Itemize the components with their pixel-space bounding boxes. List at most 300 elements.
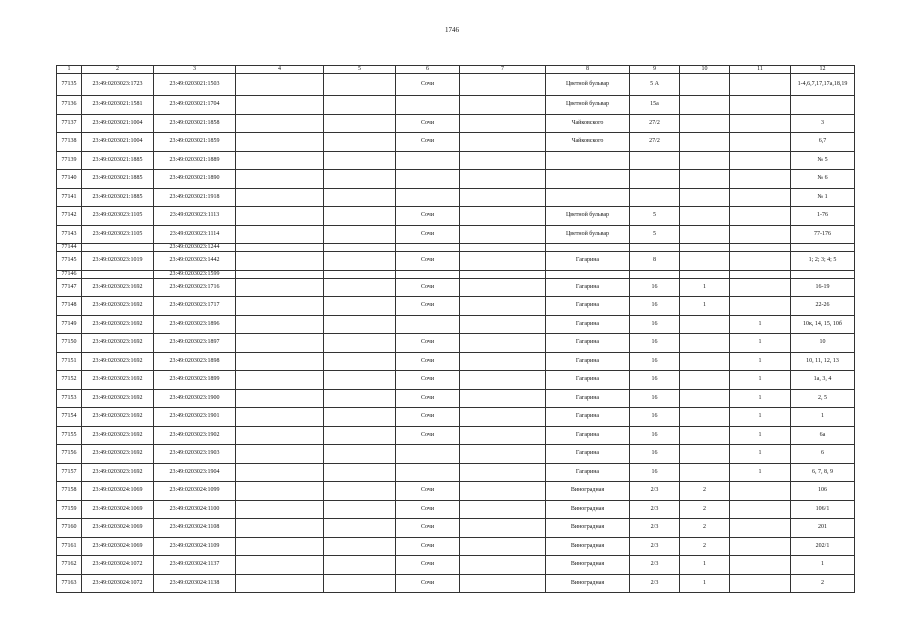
table-cell — [82, 244, 154, 252]
table-cell — [460, 574, 546, 593]
table-cell: 77161 — [57, 537, 82, 556]
table-cell — [236, 426, 324, 445]
table-cell: 23:49:0203021:1885 — [82, 170, 154, 189]
table-cell — [730, 297, 791, 316]
table-cell: 23:49:0203023:1900 — [154, 389, 236, 408]
table-cell: 1 — [680, 297, 730, 316]
table-row — [57, 74, 855, 96]
table-cell — [324, 426, 396, 445]
table-cell: 6 — [791, 445, 855, 464]
table-cell: 15а — [630, 96, 680, 115]
table-cell: 23:49:0203023:1899 — [154, 371, 236, 390]
table-cell: 23:49:0203023:1599 — [154, 270, 236, 278]
table-cell — [324, 74, 396, 96]
table-cell: 10к, 14, 15, 10б — [791, 315, 855, 334]
table-cell: 23:49:0203024:1072 — [82, 556, 154, 575]
table-cell: Сочи — [396, 556, 460, 575]
table-cell: 6, 7, 8, 9 — [791, 463, 855, 482]
table-cell: 2/3 — [630, 482, 680, 501]
table-cell — [324, 188, 396, 207]
column-header: 1 — [57, 66, 82, 74]
table-cell: 23:49:0203024:1138 — [154, 574, 236, 593]
table-cell: 23:49:0203023:1692 — [82, 445, 154, 464]
table-cell: 23:49:0203023:1113 — [154, 207, 236, 226]
column-header: 4 — [236, 66, 324, 74]
table-row — [57, 170, 855, 189]
table-row — [57, 574, 855, 593]
table-cell — [324, 408, 396, 427]
table-cell: 23:49:0203023:1902 — [154, 426, 236, 445]
table-cell: 16 — [630, 389, 680, 408]
table-cell — [680, 334, 730, 353]
table-cell: Сочи — [396, 389, 460, 408]
table-cell: Сочи — [396, 537, 460, 556]
table-cell — [324, 252, 396, 271]
table-cell: Сочи — [396, 133, 460, 152]
header-row — [57, 66, 855, 74]
column-header: 2 — [82, 66, 154, 74]
table-cell: 23:49:0203024:1069 — [82, 482, 154, 501]
table-cell: 2 — [680, 519, 730, 538]
table-cell — [460, 114, 546, 133]
table-cell — [236, 408, 324, 427]
table-cell: 77136 — [57, 96, 82, 115]
table-cell — [236, 225, 324, 244]
table-cell — [460, 170, 546, 189]
table-cell — [324, 463, 396, 482]
table-cell: 77138 — [57, 133, 82, 152]
table-cell — [236, 133, 324, 152]
table-cell: № 5 — [791, 151, 855, 170]
table-cell: 77154 — [57, 408, 82, 427]
table-cell: 23:49:0203023:1019 — [82, 252, 154, 271]
table-cell — [324, 170, 396, 189]
table-cell: Цветной бульвар — [546, 225, 630, 244]
table-cell: 1-76 — [791, 207, 855, 226]
table-cell — [680, 445, 730, 464]
table-cell — [460, 270, 546, 278]
table-cell — [630, 188, 680, 207]
table-cell — [730, 519, 791, 538]
table-cell: Сочи — [396, 74, 460, 96]
table-cell — [680, 270, 730, 278]
table-row — [57, 537, 855, 556]
table-cell — [396, 96, 460, 115]
table-cell — [460, 537, 546, 556]
table-cell — [324, 297, 396, 316]
table-cell: 23:49:0203023:1442 — [154, 252, 236, 271]
table-cell — [791, 244, 855, 252]
table-cell: 23:49:0203021:1859 — [154, 133, 236, 152]
table-cell — [236, 170, 324, 189]
table-cell — [324, 482, 396, 501]
table-cell: 1 — [730, 352, 791, 371]
table-cell — [396, 445, 460, 464]
table-row — [57, 408, 855, 427]
table-cell: Виноградная — [546, 574, 630, 593]
table-cell: 16 — [630, 408, 680, 427]
table-cell — [236, 96, 324, 115]
table-cell: Гагарина — [546, 463, 630, 482]
table-cell — [324, 445, 396, 464]
table-cell — [460, 426, 546, 445]
table-cell — [460, 207, 546, 226]
table-row — [57, 297, 855, 316]
table-cell — [236, 244, 324, 252]
table-cell: 1 — [730, 426, 791, 445]
table-cell — [236, 574, 324, 593]
table-cell: 1 — [730, 463, 791, 482]
table-cell: 1 — [730, 389, 791, 408]
table-cell — [324, 352, 396, 371]
table-cell — [680, 408, 730, 427]
table-cell: 1; 2; 3; 4; 5 — [791, 252, 855, 271]
table-cell: 23:49:0203021:1704 — [154, 96, 236, 115]
table-cell — [236, 207, 324, 226]
column-header: 7 — [460, 66, 546, 74]
table-cell — [236, 371, 324, 390]
table-cell: 77151 — [57, 352, 82, 371]
table-row — [57, 426, 855, 445]
table-cell — [236, 463, 324, 482]
table-cell: 23:49:0203021:1004 — [82, 133, 154, 152]
table-cell: 23:49:0203024:1069 — [82, 500, 154, 519]
table-cell — [460, 74, 546, 96]
table-cell: 1 — [680, 556, 730, 575]
table-cell: 77137 — [57, 114, 82, 133]
table-cell: Виноградная — [546, 519, 630, 538]
table-cell — [680, 207, 730, 226]
table-cell — [546, 244, 630, 252]
table-cell — [680, 170, 730, 189]
table-cell: Сочи — [396, 482, 460, 501]
table-cell — [680, 252, 730, 271]
table-cell: № 1 — [791, 188, 855, 207]
table-cell — [460, 315, 546, 334]
table-cell — [324, 225, 396, 244]
table-cell: 23:49:0203023:1105 — [82, 207, 154, 226]
table-cell — [324, 334, 396, 353]
column-header: 9 — [630, 66, 680, 74]
table-cell — [680, 389, 730, 408]
table-cell: 77155 — [57, 426, 82, 445]
table-cell: 23:49:0203023:1692 — [82, 315, 154, 334]
table-cell: 23:49:0203024:1069 — [82, 537, 154, 556]
table-cell: 16 — [630, 371, 680, 390]
table-cell — [680, 133, 730, 152]
table-cell — [460, 151, 546, 170]
table-cell — [324, 207, 396, 226]
table-cell: 23:49:0203024:1137 — [154, 556, 236, 575]
table-cell — [546, 188, 630, 207]
table-cell — [460, 96, 546, 115]
table-cell — [680, 371, 730, 390]
table-cell — [630, 170, 680, 189]
column-header: 12 — [791, 66, 855, 74]
table-cell — [546, 151, 630, 170]
table-cell: 23:49:0203023:1105 — [82, 225, 154, 244]
table-cell: 23:49:0203023:1692 — [82, 389, 154, 408]
table-cell — [236, 315, 324, 334]
column-header: 3 — [154, 66, 236, 74]
table-cell: Гагарина — [546, 408, 630, 427]
table-cell: 16 — [630, 426, 680, 445]
table-cell — [680, 315, 730, 334]
table-row — [57, 519, 855, 538]
table-cell: 77-176 — [791, 225, 855, 244]
table-row — [57, 151, 855, 170]
table-cell: 2 — [680, 500, 730, 519]
table-cell — [324, 389, 396, 408]
table-cell: 23:49:0203024:1109 — [154, 537, 236, 556]
table-cell — [730, 574, 791, 593]
table-cell — [730, 537, 791, 556]
table-cell: 77148 — [57, 297, 82, 316]
table-row — [57, 133, 855, 152]
table-cell: 1 — [730, 315, 791, 334]
table-cell — [730, 207, 791, 226]
table-cell: 16 — [630, 445, 680, 464]
table-cell — [236, 445, 324, 464]
table-cell — [236, 270, 324, 278]
table-cell: Чайковского — [546, 133, 630, 152]
table-cell — [460, 371, 546, 390]
table-cell — [324, 114, 396, 133]
table-cell: 23:49:0203021:1004 — [82, 114, 154, 133]
table-cell — [460, 519, 546, 538]
table-cell: 10 — [791, 334, 855, 353]
table-cell — [680, 426, 730, 445]
table-cell: Сочи — [396, 426, 460, 445]
table-row — [57, 556, 855, 575]
table-cell: 106 — [791, 482, 855, 501]
table-cell — [324, 574, 396, 593]
table-cell — [460, 352, 546, 371]
table-cell: 2 — [680, 482, 730, 501]
table-cell — [460, 334, 546, 353]
table-cell — [324, 96, 396, 115]
table-cell: 16-19 — [791, 278, 855, 297]
table-cell: 8 — [630, 252, 680, 271]
table-cell: Гагарина — [546, 334, 630, 353]
table-cell — [236, 252, 324, 271]
table-cell — [630, 244, 680, 252]
table-cell — [236, 389, 324, 408]
table-cell — [460, 389, 546, 408]
table-cell: 77152 — [57, 371, 82, 390]
table-row — [57, 315, 855, 334]
table-cell — [460, 297, 546, 316]
table-cell: 23:49:0203021:1885 — [82, 188, 154, 207]
table-cell: 23:49:0203024:1069 — [82, 519, 154, 538]
table-cell: 23:49:0203023:1903 — [154, 445, 236, 464]
table-cell: 6а — [791, 426, 855, 445]
table-cell — [680, 96, 730, 115]
table-row — [57, 114, 855, 133]
column-header: 11 — [730, 66, 791, 74]
table-row — [57, 188, 855, 207]
table-cell — [396, 270, 460, 278]
table-cell — [236, 482, 324, 501]
table-cell: 23:49:0203024:1099 — [154, 482, 236, 501]
table-row — [57, 244, 855, 252]
table-cell: 16 — [630, 278, 680, 297]
table-cell: 16 — [630, 334, 680, 353]
table-cell: 23:49:0203023:1723 — [82, 74, 154, 96]
table-cell: 23:49:0203021:1581 — [82, 96, 154, 115]
table-row — [57, 445, 855, 464]
table-cell — [630, 151, 680, 170]
table-cell: 23:49:0203021:1918 — [154, 188, 236, 207]
table-cell: Гагарина — [546, 426, 630, 445]
column-header: 5 — [324, 66, 396, 74]
table-cell: Сочи — [396, 371, 460, 390]
table-cell — [236, 537, 324, 556]
table-row — [57, 334, 855, 353]
column-header: 10 — [680, 66, 730, 74]
table-cell: Сочи — [396, 207, 460, 226]
table-cell — [730, 482, 791, 501]
table-cell — [396, 244, 460, 252]
table-cell: 5 — [630, 207, 680, 226]
table-cell: 1 — [730, 408, 791, 427]
table-cell — [324, 278, 396, 297]
table-cell: 1 — [680, 574, 730, 593]
table-cell: Сочи — [396, 574, 460, 593]
table-cell: Сочи — [396, 252, 460, 271]
table-cell — [236, 278, 324, 297]
table-cell — [460, 556, 546, 575]
table-cell: 23:49:0203021:1858 — [154, 114, 236, 133]
table-cell — [730, 225, 791, 244]
table-cell: 77140 — [57, 170, 82, 189]
table-row — [57, 96, 855, 115]
table-cell: 77159 — [57, 500, 82, 519]
table-cell: Сочи — [396, 225, 460, 244]
table-cell: Виноградная — [546, 556, 630, 575]
table-cell — [396, 463, 460, 482]
table-cell: 77139 — [57, 151, 82, 170]
table-cell — [680, 244, 730, 252]
table-cell: 23:49:0203021:1889 — [154, 151, 236, 170]
table-cell: Цветной бульвар — [546, 96, 630, 115]
table-row — [57, 389, 855, 408]
table-cell: 1 — [730, 334, 791, 353]
table-cell: 77141 — [57, 188, 82, 207]
table-cell — [460, 225, 546, 244]
table-cell: Гагарина — [546, 315, 630, 334]
table-cell — [546, 270, 630, 278]
table-cell: 1 — [730, 371, 791, 390]
table-cell: Сочи — [396, 500, 460, 519]
table-cell: 77157 — [57, 463, 82, 482]
table-cell — [630, 270, 680, 278]
table-cell: 2/3 — [630, 500, 680, 519]
table-cell: 77163 — [57, 574, 82, 593]
table-cell — [460, 244, 546, 252]
table-cell — [324, 133, 396, 152]
table-cell: Сочи — [396, 408, 460, 427]
registry-table — [56, 65, 855, 593]
table-cell: Сочи — [396, 297, 460, 316]
table-cell: 5 — [630, 225, 680, 244]
table-cell — [546, 170, 630, 189]
table-cell — [236, 297, 324, 316]
table-cell — [460, 252, 546, 271]
table-cell: 23:49:0203023:1692 — [82, 334, 154, 353]
table-cell — [680, 352, 730, 371]
table-cell — [324, 537, 396, 556]
table-cell — [730, 151, 791, 170]
table-cell: 77145 — [57, 252, 82, 271]
table-cell: 23:49:0203021:1890 — [154, 170, 236, 189]
table-cell: Виноградная — [546, 482, 630, 501]
table-cell — [82, 270, 154, 278]
table-cell: 77158 — [57, 482, 82, 501]
table-cell: 5 А — [630, 74, 680, 96]
table-cell — [680, 114, 730, 133]
table-cell — [680, 74, 730, 96]
table-cell — [460, 445, 546, 464]
table-cell: 77135 — [57, 74, 82, 96]
table-cell — [324, 371, 396, 390]
table-cell: 3 — [791, 114, 855, 133]
table-cell — [680, 151, 730, 170]
table-cell — [680, 188, 730, 207]
table-row — [57, 270, 855, 278]
table-row — [57, 371, 855, 390]
table-cell — [680, 463, 730, 482]
table-cell — [730, 96, 791, 115]
table-cell — [396, 170, 460, 189]
table-cell — [236, 74, 324, 96]
table-cell: Гагарина — [546, 252, 630, 271]
table-cell — [791, 270, 855, 278]
table-cell: 2/3 — [630, 519, 680, 538]
table-cell: 2/3 — [630, 537, 680, 556]
table-cell: 77144 — [57, 244, 82, 252]
table-cell: 1 — [680, 278, 730, 297]
table-cell — [730, 188, 791, 207]
table-cell: № 6 — [791, 170, 855, 189]
table-row — [57, 207, 855, 226]
table-cell — [236, 151, 324, 170]
table-cell: 23:49:0203023:1244 — [154, 244, 236, 252]
table-cell: Гагарина — [546, 297, 630, 316]
table-cell — [730, 170, 791, 189]
table-cell — [460, 133, 546, 152]
table-cell: 23:49:0203023:1716 — [154, 278, 236, 297]
table-cell: 22-26 — [791, 297, 855, 316]
table-cell: 106/1 — [791, 500, 855, 519]
table-cell — [324, 244, 396, 252]
table-cell: 1а, 3, 4 — [791, 371, 855, 390]
table-cell: 23:49:0203023:1717 — [154, 297, 236, 316]
table-row — [57, 463, 855, 482]
table-cell: 6,7 — [791, 133, 855, 152]
table-cell: 23:49:0203023:1897 — [154, 334, 236, 353]
table-cell — [730, 500, 791, 519]
table-cell: 27/2 — [630, 133, 680, 152]
table-cell: 1-4,6,7,17,17а,18,19 — [791, 74, 855, 96]
table-cell: 23:49:0203021:1503 — [154, 74, 236, 96]
table-cell: Сочи — [396, 519, 460, 538]
table-cell — [680, 225, 730, 244]
table-cell — [730, 74, 791, 96]
table-cell — [236, 519, 324, 538]
table-cell — [460, 482, 546, 501]
table-cell — [324, 151, 396, 170]
